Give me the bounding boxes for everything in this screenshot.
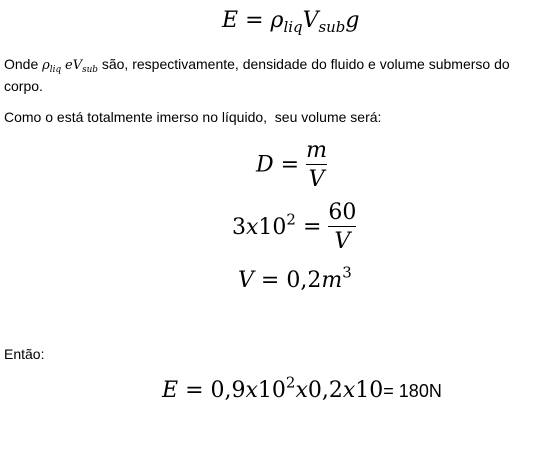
eq1-lhs: E — [222, 8, 239, 33]
para1-e: e — [65, 58, 73, 73]
eq3-fraction-bar — [328, 226, 356, 227]
eq1-rho: ρ — [270, 8, 284, 33]
para1-onde: Onde — [4, 56, 39, 72]
eq4-unit: m — [321, 268, 343, 293]
eq1-v-sub: sub — [318, 18, 346, 37]
eq1-v: V — [302, 8, 319, 33]
eq3-numerator: 60 — [328, 200, 357, 225]
eq5-equals: = — [185, 378, 204, 403]
equation-substitution — [232, 200, 356, 254]
para1-v: $V_{sub}$ — [72, 58, 98, 76]
label-entao: Então: — [4, 346, 45, 362]
equation-volume-result — [238, 263, 352, 293]
eq2-lhs: D — [256, 152, 274, 178]
para1-rho: $\rho_{liq}$ — [42, 58, 62, 76]
eq2-fraction — [306, 138, 327, 192]
eq1-rho-sub: liq — [283, 18, 303, 37]
eq3-left: $3x10^2$ — [232, 209, 296, 240]
eq4-exp: 3 — [342, 263, 352, 282]
eq1-equals: = — [245, 8, 264, 33]
eq5-expression: $0,9x10^2x0,2x10$ — [210, 373, 384, 403]
paragraph-definitions — [4, 54, 542, 96]
equation-final — [162, 373, 442, 403]
para1-rest: são, respectivamente, densidade do fluido e volume submerso do — [101, 56, 510, 72]
eq2-equals: = — [280, 152, 300, 178]
eq3-denominator: V — [334, 229, 351, 254]
eq5-result: = 180N — [383, 381, 442, 401]
eq3-fraction — [328, 200, 356, 254]
paragraph-volume: Como o está totalmente imerso no líquido, seu volume será: — [4, 109, 382, 125]
eq4-equals: = — [260, 268, 280, 293]
eq3-equals: = — [302, 214, 322, 240]
eq2-fraction-bar — [306, 164, 327, 165]
para1-line2: corpo. — [4, 78, 43, 94]
equation-density — [256, 138, 327, 192]
eq5-lhs: E — [162, 378, 179, 403]
eq2-denominator: V — [308, 167, 325, 192]
eq4-lhs: V — [238, 268, 254, 293]
eq1-g: g — [345, 8, 360, 33]
eq2-numerator: m — [306, 138, 327, 163]
equation-buoyancy — [222, 8, 360, 37]
eq4-value: 0,2 — [286, 268, 322, 293]
